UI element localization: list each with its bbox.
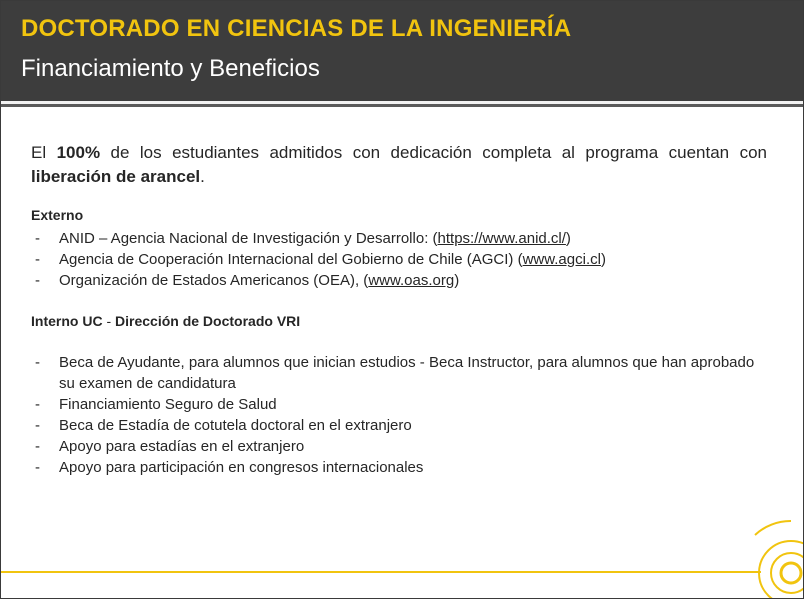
interno-label: Interno UC [31,313,103,329]
list-item-text: Beca de Estadía de cotutela doctoral en el extranjero [59,417,412,434]
intro-prefix: El [31,143,57,162]
spacer [31,332,767,352]
interno-unit: Dirección de Doctorado VRI [115,313,301,329]
concentric-circles-logo-icon [725,493,804,599]
bottom-accent-line [1,571,761,573]
list-item-text: Agencia de Cooperación Internacional del Gobierno de Chile (AGCI) ( [59,251,523,268]
list-dash: - [35,438,40,455]
list-dash: - [35,417,40,434]
list-item-text: Financiamiento Seguro de Salud [59,396,277,413]
spacer [31,291,767,311]
intro-emphasis: liberación de arancel [31,167,201,186]
oas-link[interactable]: www.oas.org [368,272,455,289]
intro-paragraph [31,141,767,189]
list-dash: - [35,272,40,289]
list-item [31,457,767,478]
interno-list [31,352,767,478]
list-dash: - [35,354,40,371]
interno-separator: - [102,313,116,329]
list-item-text: ANID – Agencia Nacional de Investigación y Desarrollo: ( [59,230,438,247]
list-item-after: ) [454,272,460,289]
list-item [31,436,767,457]
externo-list [31,228,767,291]
slide-subtitle: Financiamiento y Beneficios [21,55,320,82]
intro-middle: de los estudiantes admitidos con dedicación completa al programa cuentan con [100,143,767,162]
intro-percent: 100% [56,143,101,162]
interno-heading [31,311,767,332]
slide-title: DOCTORADO EN CIENCIAS DE LA INGENIERÍA [21,15,572,42]
list-item [31,394,767,415]
list-item [31,270,767,291]
list-item [31,249,767,270]
list-dash: - [35,251,40,268]
list-item-text: Beca de Ayudante, para alumnos que inician estudios - Beca Instructor, para alumnos que han aprobado su examen de candidatura [59,354,755,392]
header-bar [1,1,803,104]
list-dash: - [35,230,40,247]
list-item [31,228,767,249]
list-dash: - [35,459,40,476]
list-item-after: ) [565,230,571,247]
anid-link[interactable]: https://www.anid.cl/ [437,230,566,247]
list-item-text: Organización de Estados Americanos (OEA), ( [59,272,369,289]
list-item [31,352,767,394]
externo-heading: Externo [31,207,84,223]
list-item [31,415,767,436]
list-dash: - [35,396,40,413]
list-item-text: Apoyo para estadías en el extranjero [59,438,305,455]
list-item-text: Apoyo para participación en congresos internacionales [59,459,424,476]
content-body [31,141,767,478]
list-item-after: ) [600,251,606,268]
agci-link[interactable]: www.agci.cl [522,251,601,268]
intro-suffix: . [200,167,205,186]
